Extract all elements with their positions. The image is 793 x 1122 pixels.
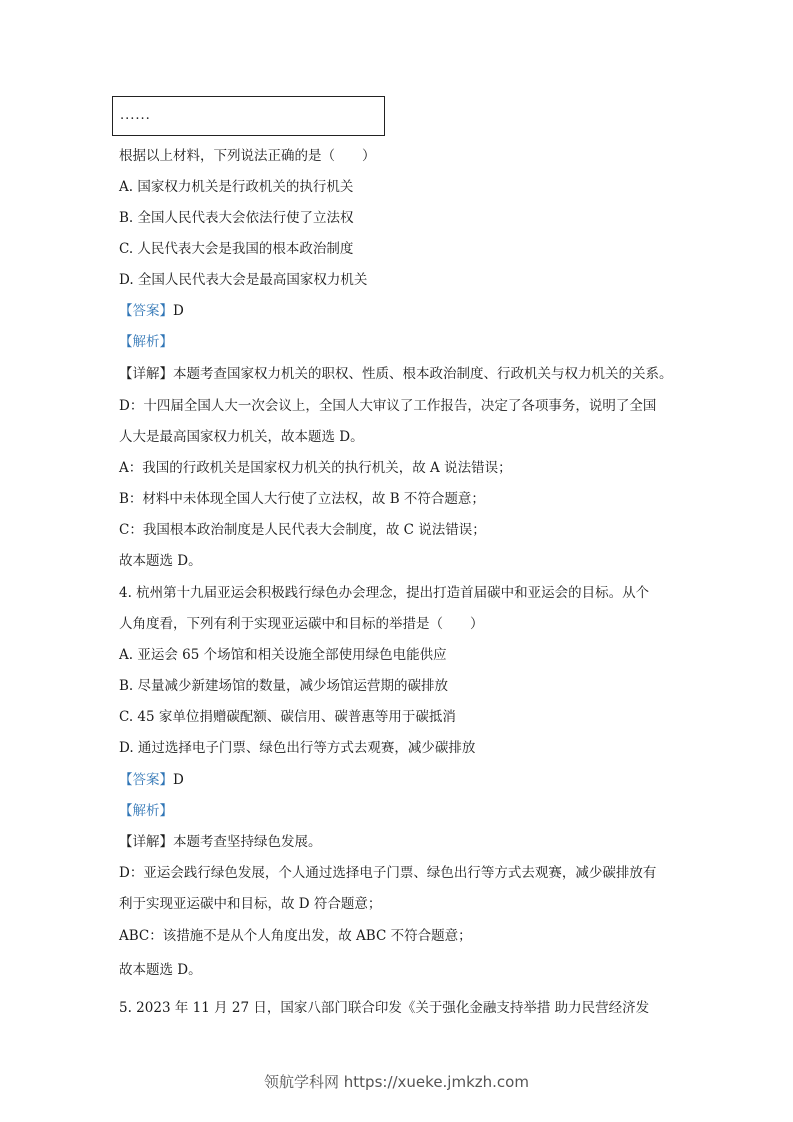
q3-stem: 根据以上材料，下列说法正确的是（ ） [119,148,376,164]
q4-stem-line-2: 人角度看，下列有利于实现亚运碳中和目标的举措是（ ） [119,616,484,632]
q3-explain-line-1: D：十四届全国人大一次会议上，全国人大审议了工作报告，决定了各项事务，说明了全国 [119,398,657,414]
q4-answer-tag: 【答案】 [119,772,173,788]
q4-option-d: D. 通过选择电子门票、绿色出行等方式去观赛，减少碳排放 [119,740,476,756]
q4-option-c: C. 45 家单位捐赠碳配额、碳信用、碳普惠等用于碳抵消 [119,709,456,725]
q3-option-d: D. 全国人民代表大会是最高国家权力机关 [119,272,368,288]
q3-explain-line-3: A：我国的行政机关是国家权力机关的执行机关，故 A 说法错误； [119,460,512,476]
q4-option-b: B. 尽量减少新建场馆的数量，减少场馆运营期的碳排放 [119,678,449,694]
q3-option-a: A. 国家权力机关是行政机关的执行机关 [119,179,354,195]
q4-answer [119,771,184,789]
q3-answer [119,302,184,320]
q4-conclusion: 故本题选 D。 [119,962,202,978]
material-box [112,96,385,136]
q3-conclusion: 故本题选 D。 [119,553,202,569]
q3-answer-tag: 【答案】 [119,303,173,319]
q4-answer-value: D [173,772,184,788]
q4-explain-line-1: D：亚运会践行绿色发展，个人通过选择电子门票、绿色出行等方式去观赛，减少碳排放有 [119,865,657,881]
material-ellipsis: ...... [120,108,151,123]
q4-option-a: A. 亚运会 65 个场馆和相关设施全部使用绿色电能供应 [119,647,447,663]
q4-detail: 【详解】本题考查坚持绿色发展。 [119,834,322,850]
q3-explain-line-5: C：我国根本政治制度是人民代表大会制度，故 C 说法错误； [119,522,486,538]
q3-option-b: B. 全国人民代表大会依法行使了立法权 [119,210,354,226]
q3-explain-line-2: 人大是最高国家权力机关，故本题选 D。 [119,429,364,445]
q3-explain-line-4: B：材料中未体现全国人大行使了立法权，故 B 不符合题意； [119,491,485,507]
q3-answer-value: D [173,303,184,319]
q4-explain-line-2: 利于实现亚运碳中和目标，故 D 符合题意； [119,896,382,912]
site-footer: 领航学科网 https://xueke.jmkzh.com [264,1073,529,1091]
q4-explain-line-3: ABC：该措施不是从个人角度出发，故 ABC 不符合题意； [119,928,472,944]
q5-stem-line-1: 5. 2023 年 11 月 27 日，国家八部门联合印发《关于强化金融支持举措 助力民营经济发 [119,1000,650,1016]
q4-stem-line-1: 4. 杭州第十九届亚运会积极践行绿色办会理念，提出打造首届碳中和亚运会的目标。从个 [119,585,650,601]
q3-option-c: C. 人民代表大会是我国的根本政治制度 [119,241,354,257]
q4-analysis-tag: 【解析】 [119,803,173,819]
q3-analysis-tag: 【解析】 [119,334,173,350]
q3-detail: 【详解】本题考查国家权力机关的职权、性质、根本政治制度、行政机关与权力机关的关系。 [119,366,673,382]
